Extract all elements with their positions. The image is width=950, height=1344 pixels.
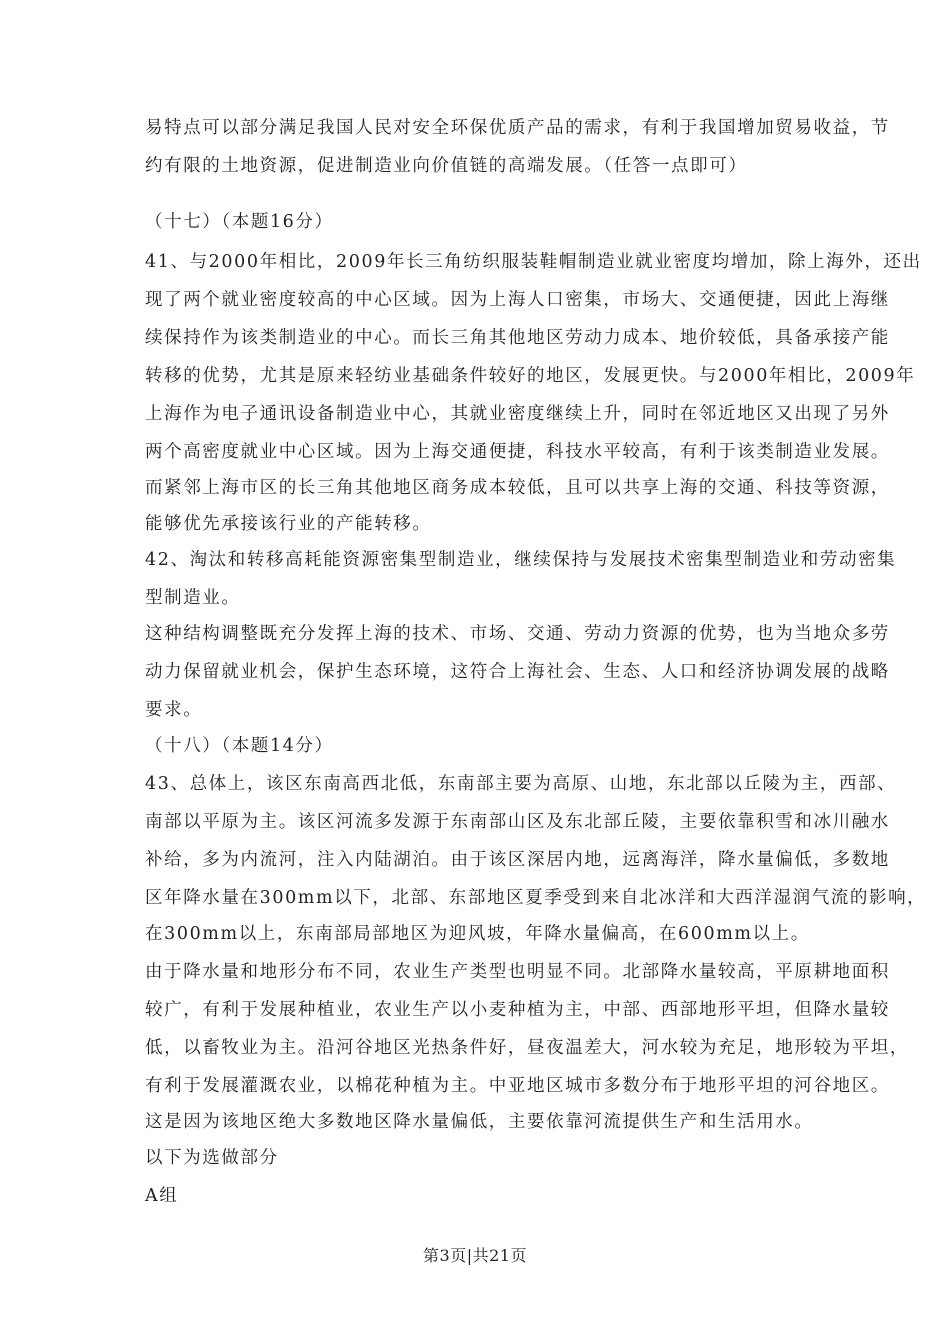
text-line: 有利于发展灌溉农业，以棉花种植为主。中亚地区城市多数分布于地形平坦的河谷地区。 xyxy=(145,1076,890,1096)
text-line: 上海作为电子通讯设备制造业中心，其就业密度继续上升，同时在邻近地区又出现了另外 xyxy=(145,404,890,424)
text-line: A组 xyxy=(145,1186,179,1206)
text-line: 在300mm以上，东南部局部地区为迎风坡，年降水量偏高，在600mm以上。 xyxy=(145,924,810,944)
section-heading: （十七）（本题16分） xyxy=(145,212,334,232)
text-line: 由于降水量和地形分布不同，农业生产类型也明显不同。北部降水量较高，平原耕地面积 xyxy=(145,962,890,982)
text-line: 南部以平原为主。该区河流多发源于东南部山区及东北部丘陵，主要依靠积雪和冰川融水 xyxy=(145,812,890,832)
text-line: 续保持作为该类制造业的中心。而长三角其他地区劳动力成本、地价较低，具备承接产能 xyxy=(145,328,890,348)
text-line: 较广，有利于发展种植业，农业生产以小麦种植为主，中部、西部地形平坦，但降水量较 xyxy=(145,1000,890,1020)
text-line: 易特点可以部分满足我国人民对安全环保优质产品的需求，有利于我国增加贸易收益，节 xyxy=(145,118,890,138)
text-line: 低，以畜牧业为主。沿河谷地区光热条件好，昼夜温差大，河水较为充足，地形较为平坦， xyxy=(145,1038,909,1058)
section-heading: （十八）（本题14分） xyxy=(145,736,334,756)
text-line: 43、总体上，该区东南高西北低，东南部主要为高原、山地，东北部以丘陵为主，西部、 xyxy=(145,774,897,794)
text-line: 现了两个就业密度较高的中心区域。因为上海人口密集，市场大、交通便捷，因此上海继 xyxy=(145,290,890,310)
text-line: 以下为选做部分 xyxy=(145,1148,279,1168)
text-line: 要求。 xyxy=(145,700,203,720)
text-line: 41、与2000年相比，2009年长三角纺织服装鞋帽制造业就业密度均增加，除上海外，还出 xyxy=(145,252,922,272)
text-line: 约有限的土地资源，促进制造业向价值链的高端发展。（任答一点即可） xyxy=(145,156,748,176)
text-line: 区年降水量在300mm以下，北部、东部地区夏季受到来自北冰洋和大西洋湿润气流的影响， xyxy=(145,888,927,908)
text-line: 型制造业。 xyxy=(145,588,241,608)
text-line: 动力保留就业机会，保护生态环境，这符合上海社会、生态、人口和经济协调发展的战略 xyxy=(145,662,890,682)
text-line: 转移的优势，尤其是原来轻纺业基础条件较好的地区，发展更快。与2000年相比，2009年 xyxy=(145,366,916,386)
text-line: 42、淘汰和转移高耗能资源密集型制造业，继续保持与发展技术密集型制造业和劳动密集 xyxy=(145,550,897,570)
text-line: 能够优先承接该行业的产能转移。 xyxy=(145,514,432,534)
text-line: 这种结构调整既充分发挥上海的技术、市场、交通、劳动力资源的优势，也为当地众多劳 xyxy=(145,624,890,644)
text-line: 补给，多为内流河，注入内陆湖泊。由于该区深居内地，远离海洋，降水量偏低，多数地 xyxy=(145,850,890,870)
text-line: 两个高密度就业中心区域。因为上海交通便捷，科技水平较高，有利于该类制造业发展。 xyxy=(145,442,890,462)
text-line: 而紧邻上海市区的长三角其他地区商务成本较低，且可以共享上海的交通、科技等资源， xyxy=(145,478,890,498)
text-line: 这是因为该地区绝大多数地区降水量偏低，主要依靠河流提供生产和生活用水。 xyxy=(145,1112,814,1132)
page-footer: 第3页|共21页 xyxy=(423,1246,527,1265)
